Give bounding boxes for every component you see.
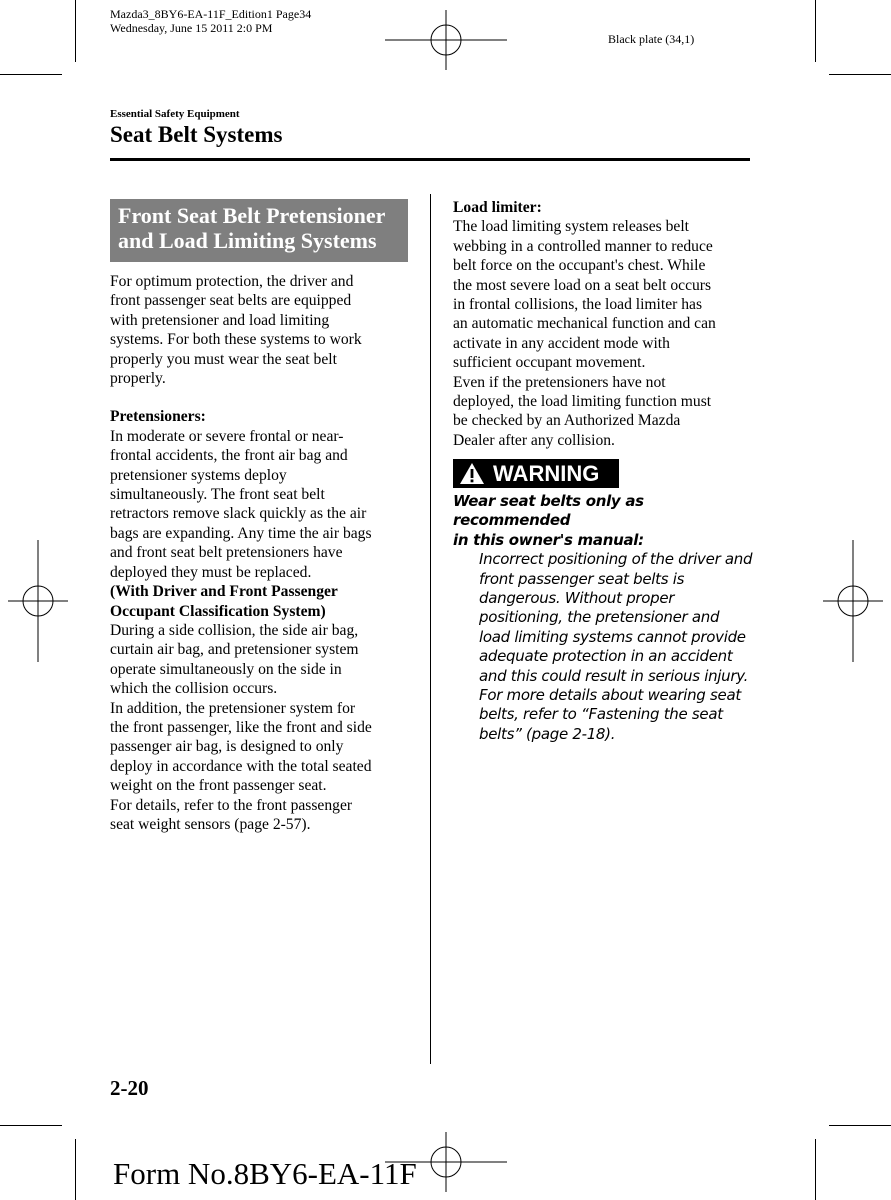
pretensioners-title: Pretensioners:: [110, 408, 206, 426]
text-line: Wear seat belts only as recommended: [453, 492, 644, 530]
text-line: in frontal collisions, the load limiter has: [453, 296, 703, 314]
pretensioners-paragraph: [110, 427, 422, 582]
text-line: retractors remove slack quickly as the air: [110, 505, 367, 523]
text-line: deployed, the load limiting function must: [453, 393, 712, 411]
text-line: The load limiting system releases belt: [453, 218, 690, 236]
text-line: operate simultaneously on the side in: [110, 660, 342, 678]
left-column-text: [110, 272, 422, 834]
text-line: webbing in a controlled manner to reduce: [453, 237, 713, 255]
text-line: Dealer after any collision.: [453, 431, 615, 449]
registration-mark-left-icon: [8, 540, 68, 662]
warning-banner: [453, 459, 619, 488]
text-line: In addition, the pretensioner system for: [110, 699, 356, 717]
text-line: properly.: [110, 370, 166, 388]
text-line: (With Driver and Front Passenger: [110, 583, 338, 601]
text-line: belt force on the occupant's chest. While: [453, 257, 706, 275]
text-line: For details, refer to the front passenger: [110, 796, 353, 814]
header-rule: [110, 158, 750, 161]
section-label: Essential Safety Equipment: [110, 108, 240, 120]
text-line: front passenger seat belts is: [479, 569, 685, 588]
text-line: properly you must wear the seat belt: [110, 350, 337, 368]
text-line: deployed they must be replaced.: [110, 563, 312, 581]
text-line: bags are expanding. Any time the air bags: [110, 524, 372, 542]
right-column-text: [453, 198, 753, 450]
text-line: Even if the pretensioners have not: [453, 373, 666, 391]
ocs-paragraph: [110, 621, 422, 834]
text-line: and this could result in serious injury.: [479, 666, 749, 685]
section-heading: [110, 199, 408, 262]
text-line: curtain air bag, and pretensioner system: [110, 641, 359, 659]
column-divider: [430, 194, 431, 1064]
plate-label: Black plate (34,1): [608, 32, 695, 46]
ocs-title: [110, 582, 422, 621]
text-line: belts” (page 2-18).: [479, 724, 616, 743]
text-line: in this owner's manual:: [453, 530, 644, 549]
intro-paragraph: [110, 272, 422, 388]
text-line: frontal accidents, the front air bag and: [110, 447, 348, 465]
registration-mark-top-icon: [385, 10, 507, 70]
text-line: deploy in accordance with the total seated: [110, 757, 372, 775]
text-line: be checked by an Authorized Mazda: [453, 412, 681, 430]
text-line: passenger air bag, is designed to only: [110, 738, 344, 756]
text-line: activate in any accident mode with: [453, 334, 670, 352]
text-line: weight on the front passenger seat.: [110, 777, 327, 795]
form-number: Form No.8BY6-EA-11F: [113, 1156, 417, 1191]
page-number: 2-20: [110, 1076, 149, 1100]
warning-lead: [453, 492, 763, 550]
text-line: Incorrect positioning of the driver and: [479, 550, 753, 569]
text-line: with pretensioner and load limiting: [110, 311, 330, 329]
text-line: the front passenger, like the front and side: [110, 718, 372, 736]
text-line: sufficient occupant movement.: [453, 354, 646, 372]
warning-text: [453, 492, 763, 744]
text-line: simultaneously. The front seat belt: [110, 486, 325, 504]
load-limiter-paragraph: [453, 217, 753, 450]
text-line: adequate protection in an accident: [479, 647, 733, 666]
print-file-line: Mazda3_8BY6-EA-11F_Edition1 Page34: [110, 7, 312, 21]
print-date-line: Wednesday, June 15 2011 2:0 PM: [110, 21, 273, 35]
load-limiter-title: Load limiter:: [453, 199, 542, 216]
text-line: Occupant Classification System): [110, 602, 326, 620]
text-line: For more details about wearing seat: [479, 686, 741, 705]
registration-mark-right-icon: [823, 540, 883, 662]
print-info: [110, 7, 311, 35]
text-line: load limiting systems cannot provide: [479, 627, 746, 646]
text-line: the most severe load on a seat belt occurs: [453, 276, 712, 294]
page-title: Seat Belt Systems: [110, 122, 283, 147]
text-line: During a side collision, the side air bag,: [110, 621, 359, 639]
text-line: belts, refer to “Fastening the seat: [479, 705, 723, 724]
warning-label: WARNING: [493, 461, 600, 486]
text-line: front passenger seat belts are equipped: [110, 292, 352, 310]
text-line: and front seat belt pretensioners have: [110, 544, 343, 562]
section-heading-line: and Load Limiting Systems: [118, 228, 377, 253]
text-line: seat weight sensors (page 2-57).: [110, 815, 311, 833]
text-line: For optimum protection, the driver and: [110, 273, 354, 290]
warning-triangle-icon: [459, 462, 485, 485]
text-line: In moderate or severe frontal or near-: [110, 427, 344, 445]
text-line: systems. For both these systems to work: [110, 331, 362, 349]
text-line: dangerous. Without proper: [479, 589, 675, 608]
warning-body: [453, 550, 763, 744]
text-line: pretensioner systems deploy: [110, 466, 287, 484]
section-heading-line: Front Seat Belt Pretensioner: [118, 203, 386, 228]
text-line: an automatic mechanical function and can: [453, 315, 716, 333]
text-line: which the collision occurs.: [110, 680, 278, 698]
text-line: positioning, the pretensioner and: [479, 608, 720, 627]
